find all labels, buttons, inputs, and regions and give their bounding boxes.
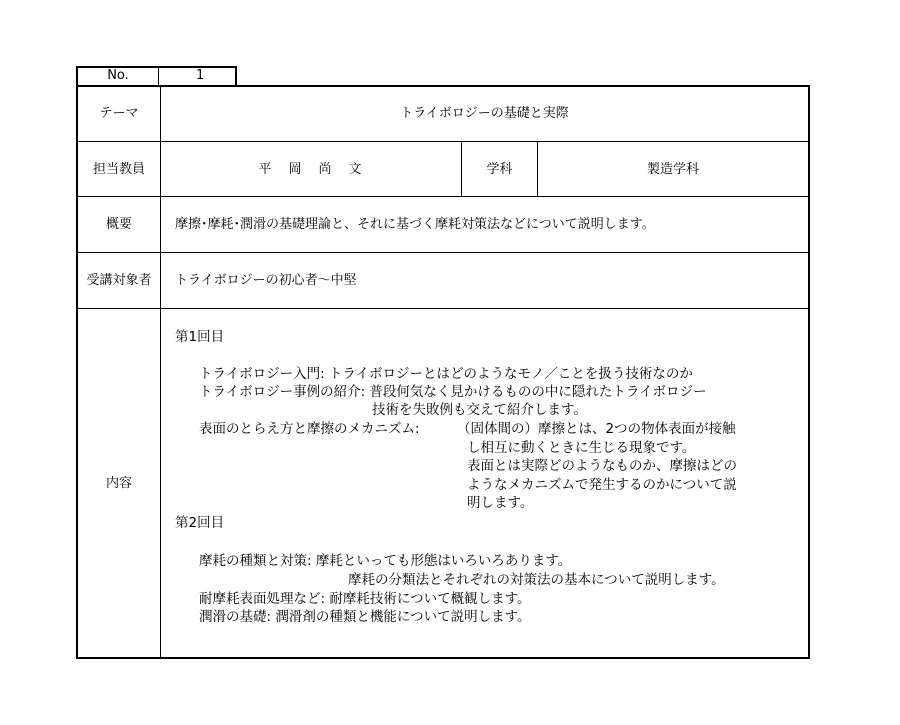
row-divider [76, 196, 810, 197]
session-1-line: 技術を失敗例も交えて紹介します。 [372, 402, 587, 418]
theme-value: トライボロジーの基礎と実際 [400, 106, 569, 121]
session-2-title: 第2回目 [175, 515, 225, 531]
session-2-line: 摩耗の分類法とそれぞれの対策法の基本について説明します。 [348, 572, 725, 588]
department-value: 製造学科 [646, 162, 699, 177]
department-label: 学科 [486, 162, 513, 177]
row-divider [76, 308, 810, 309]
session-2-line: 潤滑の基礎: 潤滑剤の種類と機能について説明します。 [199, 609, 531, 625]
number-row-divider [158, 66, 159, 86]
row-divider [76, 252, 810, 253]
session-1-line: し相互に動くときに生じる現象です。 [467, 440, 696, 456]
number-label: No. [107, 68, 129, 83]
summary-value: 摩擦･摩耗･潤滑の基礎理論と、それに基づく摩耗対策法などについて説明します。 [175, 217, 655, 232]
session-1-line: トライボロジー入門: トライボロジーとはどのようなモノ／ことを扱う技術なのか [199, 366, 693, 382]
row-divider [76, 141, 810, 142]
teacher-name: 平 岡 尚 文 [258, 162, 364, 177]
session-1-line: 表面とは実際どのようなものか、摩擦はどの [467, 458, 737, 474]
summary-label: 概要 [105, 217, 132, 232]
session-1-line: ようなメカニズムで発生するのかについて説 [467, 477, 737, 493]
number-value: 1 [196, 68, 205, 83]
session-1-line: 表面のとらえ方と摩擦のメカニズム: [199, 421, 420, 437]
session-2-line: 耐摩耗表面処理など: 耐摩耗技術について概観します。 [199, 591, 531, 607]
session-1-line: トライボロジー事例の紹介: 普段何気なく見かけるものの中に隠れたトライボロジー [199, 384, 707, 400]
teacher-label: 担当教員 [92, 162, 145, 177]
session-1-title: 第1回目 [175, 329, 225, 345]
target-value: トライボロジーの初心者～中堅 [175, 273, 357, 288]
session-1-line: （固体間の）摩擦とは、2つの物体表面が接触 [457, 421, 736, 437]
content-label: 内容 [105, 476, 132, 491]
theme-label: テーマ [99, 106, 139, 121]
session-2-line: 摩耗の種類と対策: 摩耗といっても形態はいろいろあります。 [199, 553, 572, 569]
target-label: 受講対象者 [86, 273, 152, 288]
session-1-line: 明します。 [467, 495, 534, 511]
